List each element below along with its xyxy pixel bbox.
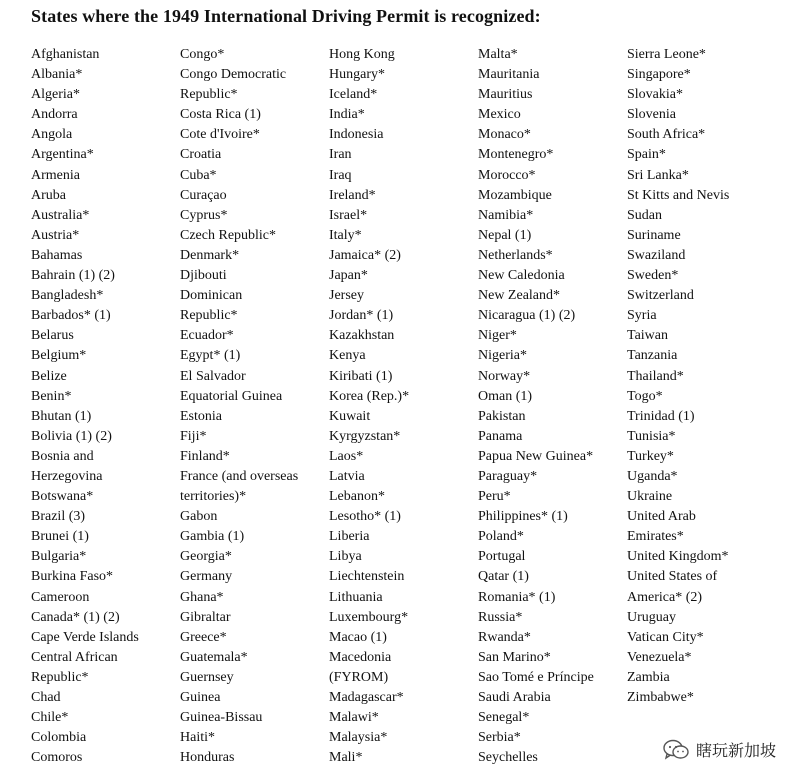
country-line: Sao Tomé e Príncipe — [478, 669, 594, 685]
country-line: Swaziland — [627, 247, 686, 263]
country-line: Chad — [31, 690, 61, 705]
country-line: Georgia* — [180, 549, 232, 565]
country-line: Andorra — [31, 107, 78, 123]
country-line: Netherlands* — [478, 247, 553, 263]
country-line: Cameroon — [31, 589, 90, 605]
country-line: Bahamas — [31, 247, 83, 263]
country-line: (FYROM) — [329, 669, 389, 685]
country-line: Ecuador* — [180, 328, 234, 344]
country-line: Czech Republic* — [180, 227, 277, 243]
country-line: Mozambique — [478, 187, 552, 203]
country-line: Tunisia* — [627, 428, 676, 444]
country-line: Republic* — [180, 87, 238, 103]
country-line: El Salvador — [180, 368, 246, 384]
country-line: Norway* — [478, 368, 531, 384]
country-line: Uruguay — [627, 609, 676, 625]
country-line: Angola — [31, 127, 73, 143]
country-line: Equatorial Guinea — [180, 388, 283, 404]
country-line: Nicaragua (1) (2) — [478, 308, 576, 324]
country-line: Curaçao — [180, 187, 227, 203]
country-line: Montenegro* — [478, 147, 554, 163]
country-line: Brunei (1) — [31, 529, 89, 545]
country-line: Austria* — [31, 227, 80, 243]
country-line: Cuba* — [180, 167, 217, 183]
country-line: Malta* — [478, 47, 518, 62]
country-line: Sri Lanka* — [627, 167, 689, 183]
country-line: Canada* (1) (2) — [31, 609, 120, 625]
country-line: Ireland* — [329, 187, 376, 203]
country-line: Cape Verde Islands — [31, 629, 139, 645]
country-line: Cyprus* — [180, 207, 228, 223]
country-line: Afghanistan — [31, 47, 100, 62]
country-line: Honduras — [180, 750, 235, 766]
country-line: Pakistan — [478, 408, 526, 424]
country-line: Togo* — [627, 388, 663, 404]
country-line: Herzegovina — [31, 468, 103, 484]
country-line: San Marino* — [478, 649, 551, 665]
country-line: Nigeria* — [478, 348, 527, 364]
country-line: Zambia — [627, 669, 670, 685]
country-line: Iceland* — [329, 87, 378, 103]
country-line: Barbados* (1) — [31, 308, 111, 324]
country-line: Serbia* — [478, 730, 521, 746]
country-line: Belgium* — [31, 348, 87, 364]
country-line: Kyrgyzstan* — [329, 428, 401, 444]
country-line: Madagascar* — [329, 690, 404, 705]
country-line: United Arab — [627, 509, 696, 525]
country-line: Latvia — [329, 468, 365, 484]
country-line: Tanzania — [627, 348, 678, 364]
country-line: Central African — [31, 649, 118, 665]
country-line: Niger* — [478, 328, 517, 344]
country-line: Italy* — [329, 227, 362, 243]
country-line: Syria — [627, 308, 657, 324]
country-line: Emirates* — [627, 529, 684, 545]
country-line: Rwanda* — [478, 629, 531, 645]
country-line: Peru* — [478, 489, 511, 505]
country-line: Gambia (1) — [180, 529, 245, 545]
country-line: Bhutan (1) — [31, 408, 92, 424]
country-line: Armenia — [31, 167, 80, 183]
wechat-icon — [662, 739, 690, 761]
column-1 — [31, 45, 176, 768]
country-line: Russia* — [478, 609, 523, 625]
country-line: Liechtenstein — [329, 569, 405, 585]
country-line: Israel* — [329, 207, 368, 223]
country-line: Belarus — [31, 328, 74, 344]
country-line: Dominican — [180, 288, 243, 304]
country-line: Morocco* — [478, 167, 536, 183]
page-title: States where the 1949 International Driving Permit is recognized: — [31, 6, 541, 26]
country-line: Argentina* — [31, 147, 94, 163]
country-line: Saudi Arabia — [478, 690, 551, 705]
country-line: Mali* — [329, 750, 363, 766]
country-line: Uganda* — [627, 468, 678, 484]
country-line: New Zealand* — [478, 288, 561, 304]
country-line: Vatican City* — [627, 629, 704, 645]
column-3 — [329, 45, 474, 768]
country-line: Monaco* — [478, 127, 531, 143]
country-line: Bangladesh* — [31, 288, 104, 304]
country-line: Congo* — [180, 47, 225, 62]
country-line: Laos* — [329, 448, 364, 464]
country-line: Brazil (3) — [31, 509, 86, 525]
country-line: United Kingdom* — [627, 549, 729, 565]
country-line: Switzerland — [627, 288, 694, 304]
country-line: Denmark* — [180, 247, 240, 263]
country-line: Guinea-Bissau — [180, 710, 263, 726]
country-line: Finland* — [180, 448, 230, 464]
column-2 — [180, 45, 325, 768]
country-line: Panama — [478, 428, 523, 444]
country-line: Lesotho* (1) — [329, 509, 401, 525]
country-line: Bosnia and — [31, 448, 94, 464]
country-line: Colombia — [31, 730, 87, 746]
country-line: Kuwait — [329, 408, 371, 424]
country-line: St Kitts and Nevis — [627, 187, 730, 203]
country-line: Sierra Leone* — [627, 47, 706, 62]
country-line: Indonesia — [329, 127, 384, 143]
country-line: Macedonia — [329, 649, 392, 665]
country-line: Gabon — [180, 509, 218, 525]
country-line: Algeria* — [31, 87, 80, 103]
country-line: Liberia — [329, 529, 370, 545]
country-line: India* — [329, 107, 365, 123]
country-line: Malawi* — [329, 710, 379, 726]
country-line: Thailand* — [627, 368, 684, 384]
country-line: Republic* — [180, 308, 238, 324]
country-line: Jamaica* (2) — [329, 247, 401, 263]
country-line: Paraguay* — [478, 468, 538, 484]
country-line: Botswana* — [31, 489, 94, 505]
country-line: Comoros — [31, 750, 83, 766]
country-line: Suriname — [627, 227, 681, 243]
country-line: Haiti* — [180, 730, 215, 746]
country-line: Germany — [180, 569, 233, 585]
country-line: Lebanon* — [329, 489, 385, 505]
country-line: United States of — [627, 569, 718, 585]
country-line: Congo Democratic — [180, 67, 287, 83]
watermark — [662, 738, 776, 761]
country-line: Jersey — [329, 288, 364, 304]
country-line: Iran — [329, 147, 352, 163]
country-line: Seychelles — [478, 750, 538, 766]
country-line: Kenya — [329, 348, 366, 364]
country-line: America* (2) — [627, 589, 703, 605]
country-line: Sweden* — [627, 268, 679, 284]
country-line: Bolivia (1) (2) — [31, 428, 112, 444]
country-line: South Africa* — [627, 127, 706, 143]
country-line: Hong Kong — [329, 47, 395, 62]
country-line: Taiwan — [627, 328, 669, 344]
country-line: Lithuania — [329, 589, 383, 605]
country-line: Cote d'Ivoire* — [180, 127, 260, 143]
country-line: Kazakhstan — [329, 328, 395, 344]
country-line: Mauritius — [478, 87, 533, 103]
country-line: Guatemala* — [180, 649, 248, 665]
country-line: Ghana* — [180, 589, 224, 605]
country-line: France (and overseas — [180, 468, 299, 484]
country-line: Turkey* — [627, 448, 674, 464]
country-line: Libya — [329, 549, 362, 565]
country-line: Greece* — [180, 629, 227, 645]
country-line: Aruba — [31, 187, 66, 203]
country-line: Bulgaria* — [31, 549, 87, 565]
country-line: Iraq — [329, 167, 352, 183]
country-line: Nepal (1) — [478, 227, 532, 243]
country-line: Oman (1) — [478, 388, 533, 404]
country-line: Australia* — [31, 207, 90, 223]
country-line: Spain* — [627, 147, 666, 163]
country-line: Ukraine — [627, 489, 673, 505]
country-line: Chile* — [31, 710, 69, 726]
country-line: Papua New Guinea* — [478, 448, 594, 464]
column-4 — [478, 45, 623, 768]
country-line: Malaysia* — [329, 730, 388, 746]
country-line: Sudan — [627, 207, 662, 223]
country-line: New Caledonia — [478, 268, 565, 284]
country-line: Kiribati (1) — [329, 368, 393, 384]
country-line: Egypt* (1) — [180, 348, 241, 364]
country-line: Romania* (1) — [478, 589, 556, 605]
country-line: Fiji* — [180, 428, 207, 444]
country-line: territories)* — [180, 489, 247, 505]
country-line: Macao (1) — [329, 629, 387, 645]
country-line: Croatia — [180, 147, 222, 163]
country-line: Korea (Rep.)* — [329, 388, 410, 404]
country-line: Mauritania — [478, 67, 540, 83]
country-line: Burkina Faso* — [31, 569, 114, 585]
country-line: Zimbabwe* — [627, 690, 694, 705]
country-line: Slovakia* — [627, 87, 683, 103]
country-line: Luxembourg* — [329, 609, 409, 625]
country-line: Republic* — [31, 669, 89, 685]
country-line: Namibia* — [478, 207, 534, 223]
country-line: Singapore* — [627, 67, 691, 83]
country-line: Japan* — [329, 268, 368, 284]
country-line: Slovenia — [627, 107, 676, 123]
country-line: Djibouti — [180, 268, 227, 284]
country-line: Benin* — [31, 388, 72, 404]
country-line: Guernsey — [180, 669, 234, 685]
country-line: Qatar (1) — [478, 569, 529, 585]
country-line: Albania* — [31, 67, 83, 83]
country-line: Venezuela* — [627, 649, 692, 665]
country-line: Gibraltar — [180, 609, 231, 625]
country-line: Guinea — [180, 690, 221, 705]
country-line: Philippines* (1) — [478, 509, 568, 525]
country-line: Poland* — [478, 529, 524, 545]
country-line: Trinidad (1) — [627, 408, 695, 424]
country-line: Jordan* (1) — [329, 308, 394, 324]
country-line: Mexico — [478, 107, 521, 123]
country-line: Bahrain (1) (2) — [31, 268, 115, 284]
country-line: Hungary* — [329, 67, 385, 83]
country-line: Portugal — [478, 549, 526, 565]
country-line: Senegal* — [478, 710, 530, 726]
country-line: Estonia — [180, 408, 222, 424]
country-line: Belize — [31, 368, 67, 384]
watermark-text: 瞎玩新加坡 — [695, 741, 776, 760]
column-5 — [627, 45, 772, 708]
country-line: Costa Rica (1) — [180, 107, 261, 123]
